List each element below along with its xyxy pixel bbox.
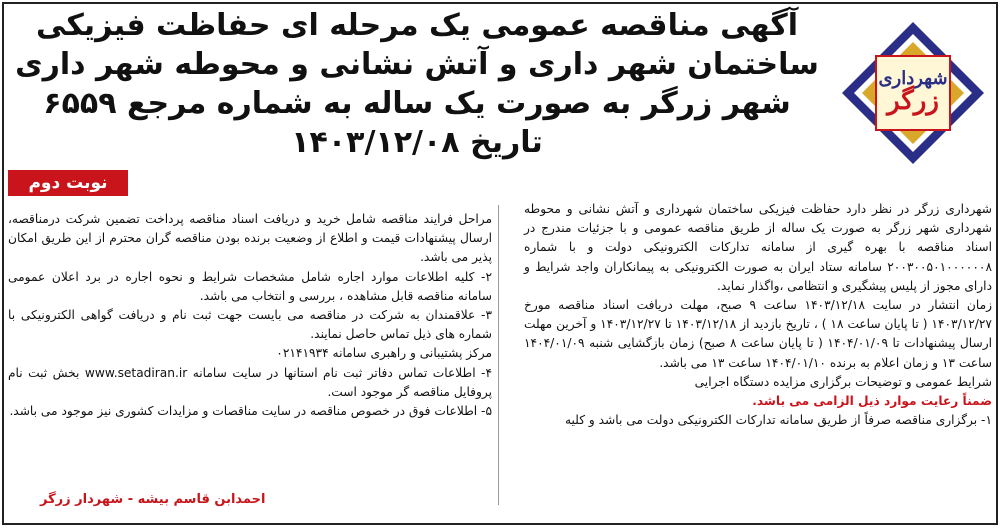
notice-title: آگهی مناقصه عمومی یک مرحله ای حفاظت فیزیکی ساختمان شهر داری و آتش نشانی و محوطه شهر داری شهر زرگر به صورت یک ساله به شماره مرجع ۶۵۵۹ تاریخ ۱۴۰۳/۱۲/۰۸ (15, 8, 819, 160)
logo-line1: شهرداری (878, 68, 948, 89)
right-paragraph-5: ۱- برگزاری مناقصه صرفاً از طریق سامانه تدارکات الکترونیکی دولت می باشد و کلیه (564, 413, 992, 428)
logo-text (838, 68, 988, 116)
left-paragraph-1: مراحل فرایند مناقصه شامل خرید و دریافت اسناد مناقصه پرداخت تضمین شرکت درمناقصه، ارسال پیشنهادات قیمت و اطلاع از وضعیت برنده بودن مناقصه گران محترم از این طریق امکان پذیر می باشد. (8, 212, 492, 265)
left-column (8, 210, 492, 421)
right-paragraph-2: زمان انتشار در سایت ۱۴۰۳/۱۲/۱۸ ساعت ۹ صبح، مهلت دریافت اسناد مناقصه مورخ ۱۴۰۳/۱۲/۲۷ ( تا پایان ساعت ۱۸ ) ، تاریخ بازدید از ۱۴۰۳/۱۲/۱۸ تا ۱۴۰۳/۱۲/۲۷ و آخرین مهلت ارسال پیشنهادات تا ۱۴۰۴/۰۱/۰۹ ( تا پایان ساعت ۸ صبح) زمان بازگشایی شنبه ۱۴۰۴/۰۱/۰۹ ساعت ۱۳ و زمان اعلام به برنده ۱۴۰۴/۰۱/۱۰ ساعت ۱۳ می باشد. (524, 298, 992, 370)
mayor-signature: احمدابن قاسم بیشه - شهردار زرگر (40, 492, 266, 507)
support-center-line: مرکز پشتیبانی و راهبری سامانه ۰۲۱۴۱۹۳۴ (276, 346, 492, 361)
publication-round-badge: نوبت دوم (8, 170, 128, 196)
left-paragraph-5: ۴- اطلاعات تماس دفاتر ثبت نام استانها در سایت سامانه www.setadiran.ir بخش ثبت نام پروفایل مناقصه گر موجود است. (8, 365, 492, 399)
right-column (524, 200, 992, 430)
right-paragraph-3: شرایط عمومی و توضیحات برگزاری مزایده دستگاه اجرایی (694, 374, 992, 389)
left-paragraph-3: ۳- علاقمندان به شرکت در مناقصه می بایست جهت ثبت نام و دریافت گواهی الکترونیکی با شماره های ذیل تماس حاصل نمایند. (8, 308, 492, 342)
column-divider (498, 205, 499, 505)
left-paragraph-6: ۵- اطلاعات فوق در خصوص مناقصه در سایت مناقصات و مزایدات کشوری نیز موجود می باشد. (9, 404, 492, 419)
logo-line2: زرگر (887, 86, 939, 116)
right-paragraph-1: شهرداری زرگر در نظر دارد حفاظت فیزیکی ساختمان شهرداری و آتش نشانی و محوطه شهرداری شهر زرگر به صورت یک ساله از طریق مناقصه عمومی و با جزئیات مندرج در اسناد مناقصه با بهره گیری از سامانه تدارکات الکترونیکی دولت و با شماره ۲۰۰۳۰۰۵۰۱۰۰۰۰۰۰۸ سامانه ستاد ایران به صورت الکترونیکی به پیمانکاران واجد شرایط و دارای مجوز از پلیس پیشگیری و انتظامی ،واگذار نماید. (524, 202, 992, 293)
municipality-logo (838, 18, 988, 168)
requirement-note: ضمناً رعایت موارد ذیل الزامی می باشد. (752, 394, 992, 409)
left-paragraph-2: ۲- کلیه اطلاعات موارد اجاره شامل مشخصات شرایط و نحوه اجاره در برد اعلان عمومی سامانه مناقصه قابل مشاهده ، بررسی و انتخاب می باشد. (8, 269, 492, 303)
